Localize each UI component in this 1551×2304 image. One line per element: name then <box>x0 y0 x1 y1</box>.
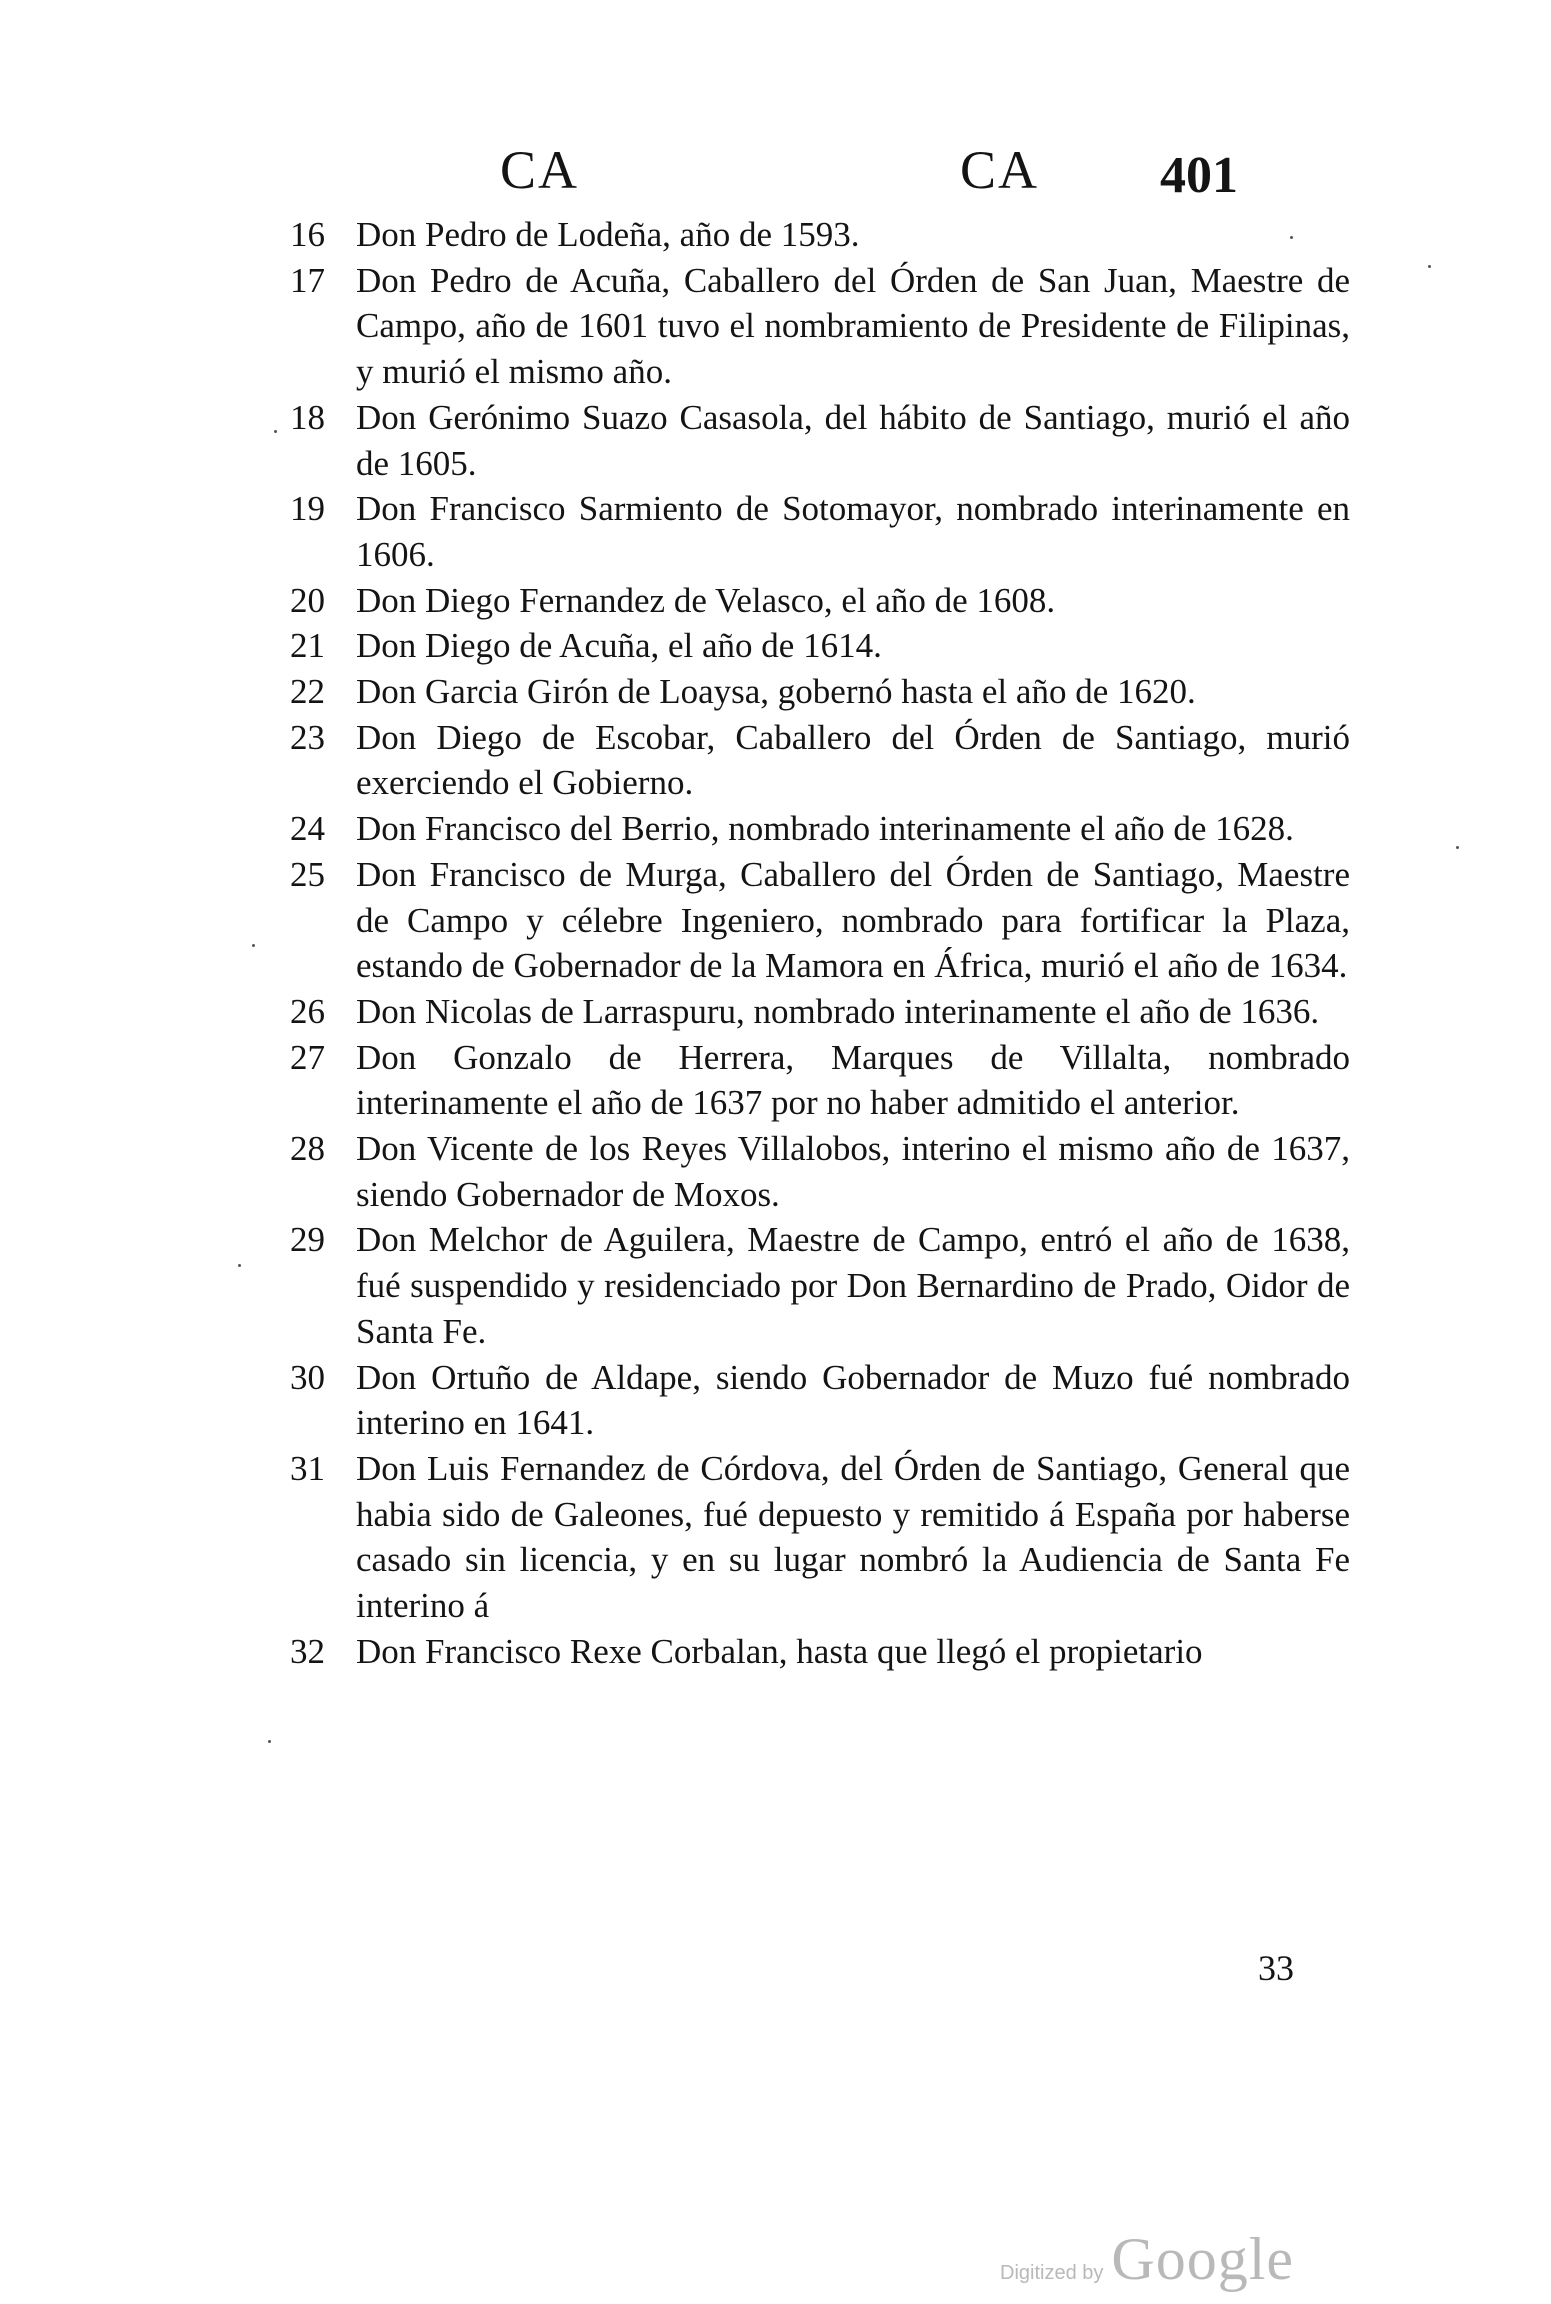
running-head-left: CA <box>500 140 580 200</box>
entry-text: Don Melchor de Aguilera, Maestre de Campo, entró el año de 1638, fué suspendido y residenciado por Don Bernardino de Prado, Oidor de Santa Fe. <box>356 1220 1350 1351</box>
entry-text: Don Pedro de Acuña, Caballero del Órden de San Juan, Maestre de Campo, año de 1601 tuvo el nombramiento de Presidente de Filipinas, y murió el mismo año. <box>356 260 1350 392</box>
entry-number: 32 <box>290 1631 325 1671</box>
print-speck <box>1428 265 1431 268</box>
governor-list <box>290 212 1350 1675</box>
entry-number: 25 <box>290 854 325 894</box>
entry-number: 20 <box>290 580 325 620</box>
entry-text: Don Diego de Escobar, Caballero del Órden de Santiago, murió exerciendo el Gobierno. <box>356 717 1350 803</box>
list-item <box>290 623 1350 669</box>
entry-text: Don Luis Fernandez de Córdova, del Órden de Santiago, General que habia sido de Galeones, fué depuesto y remitido á España por haberse casado sin licencia, y en su lugar nombró la Audiencia de Santa Fe interino á <box>356 1448 1350 1626</box>
page-number: 401 <box>1160 147 1238 204</box>
entry-text: Don Francisco del Berrio, nombrado interinamente el año de 1628. <box>356 809 1294 849</box>
entry-number: 19 <box>290 489 325 529</box>
list-item <box>290 1629 1350 1675</box>
list-item <box>290 852 1350 989</box>
list-item <box>290 578 1350 624</box>
list-item <box>290 486 1350 577</box>
list-item <box>290 212 1350 258</box>
entry-number: 24 <box>290 809 325 849</box>
entry-number: 29 <box>290 1220 325 1260</box>
entry-text: Don Francisco Rexe Corbalan, hasta que llegó el propietario <box>356 1631 1203 1671</box>
entry-text: Don Francisco Sarmiento de Sotomayor, nombrado interinamente en 1606. <box>356 489 1350 574</box>
print-speck <box>238 1264 241 1267</box>
entry-number: 23 <box>290 717 325 757</box>
entry-text: Don Pedro de Lodeña, año de 1593. <box>356 215 860 254</box>
list-item <box>290 1446 1350 1629</box>
entry-text: Don Garcia Girón de Loaysa, gobernó hasta el año de 1620. <box>356 672 1196 712</box>
entry-number: 21 <box>290 626 325 666</box>
print-speck <box>1290 236 1293 239</box>
entry-text: Don Ortuño de Aldape, siendo Gobernador de Muzo fué nombrado interino en 1641. <box>356 1357 1350 1443</box>
entry-number: 16 <box>290 215 325 254</box>
entry-text: Don Diego de Acuña, el año de 1614. <box>356 626 882 666</box>
list-item <box>290 806 1350 852</box>
entry-number: 31 <box>290 1448 325 1488</box>
entry-number: 17 <box>290 260 325 300</box>
print-speck <box>1456 846 1459 849</box>
digitized-watermark <box>1000 2225 1294 2294</box>
print-speck <box>274 430 277 433</box>
print-speck <box>268 1740 271 1743</box>
entry-text: Don Gonzalo de Herrera, Marques de Villalta, nombrado interinamente el año de 1637 por no haber admitido el anterior. <box>356 1037 1350 1123</box>
entry-number: 30 <box>290 1357 325 1397</box>
list-item <box>290 1355 1350 1446</box>
list-item <box>290 989 1350 1035</box>
entry-number: 27 <box>290 1037 325 1077</box>
list-item <box>290 1126 1350 1217</box>
list-item <box>290 258 1350 395</box>
print-speck <box>252 944 255 947</box>
entry-number: 28 <box>290 1129 325 1169</box>
list-item <box>290 395 1350 486</box>
list-item <box>290 715 1350 806</box>
entry-text: Don Nicolas de Larraspuru, nombrado interinamente el año de 1636. <box>356 991 1320 1031</box>
entry-number: 18 <box>290 397 325 437</box>
entry-text: Don Vicente de los Reyes Villalobos, interino el mismo año de 1637, siendo Gobernador de Moxos. <box>356 1129 1350 1214</box>
running-head-right: CA <box>960 140 1040 200</box>
signature-mark: 33 <box>1258 1948 1294 1988</box>
list-item <box>290 669 1350 715</box>
list-item <box>290 1035 1350 1126</box>
watermark-prefix: Digitized by <box>1000 2262 1104 2284</box>
entry-text: Don Gerónimo Suazo Casasola, del hábito de Santiago, murió el año de 1605. <box>356 397 1350 483</box>
entry-text: Don Diego Fernandez de Velasco, el año de 1608. <box>356 580 1056 620</box>
entry-number: 26 <box>290 991 325 1031</box>
list-item <box>290 1217 1350 1354</box>
entry-number: 22 <box>290 672 325 712</box>
entry-text: Don Francisco de Murga, Caballero del Órden de Santiago, Maestre de Campo y célebre Ingeniero, nombrado para fortificar la Plaza, estando de Gobernador de la Mamora en África, murió el año de 1634. <box>356 854 1350 986</box>
google-logo: Google <box>1111 2226 1295 2292</box>
